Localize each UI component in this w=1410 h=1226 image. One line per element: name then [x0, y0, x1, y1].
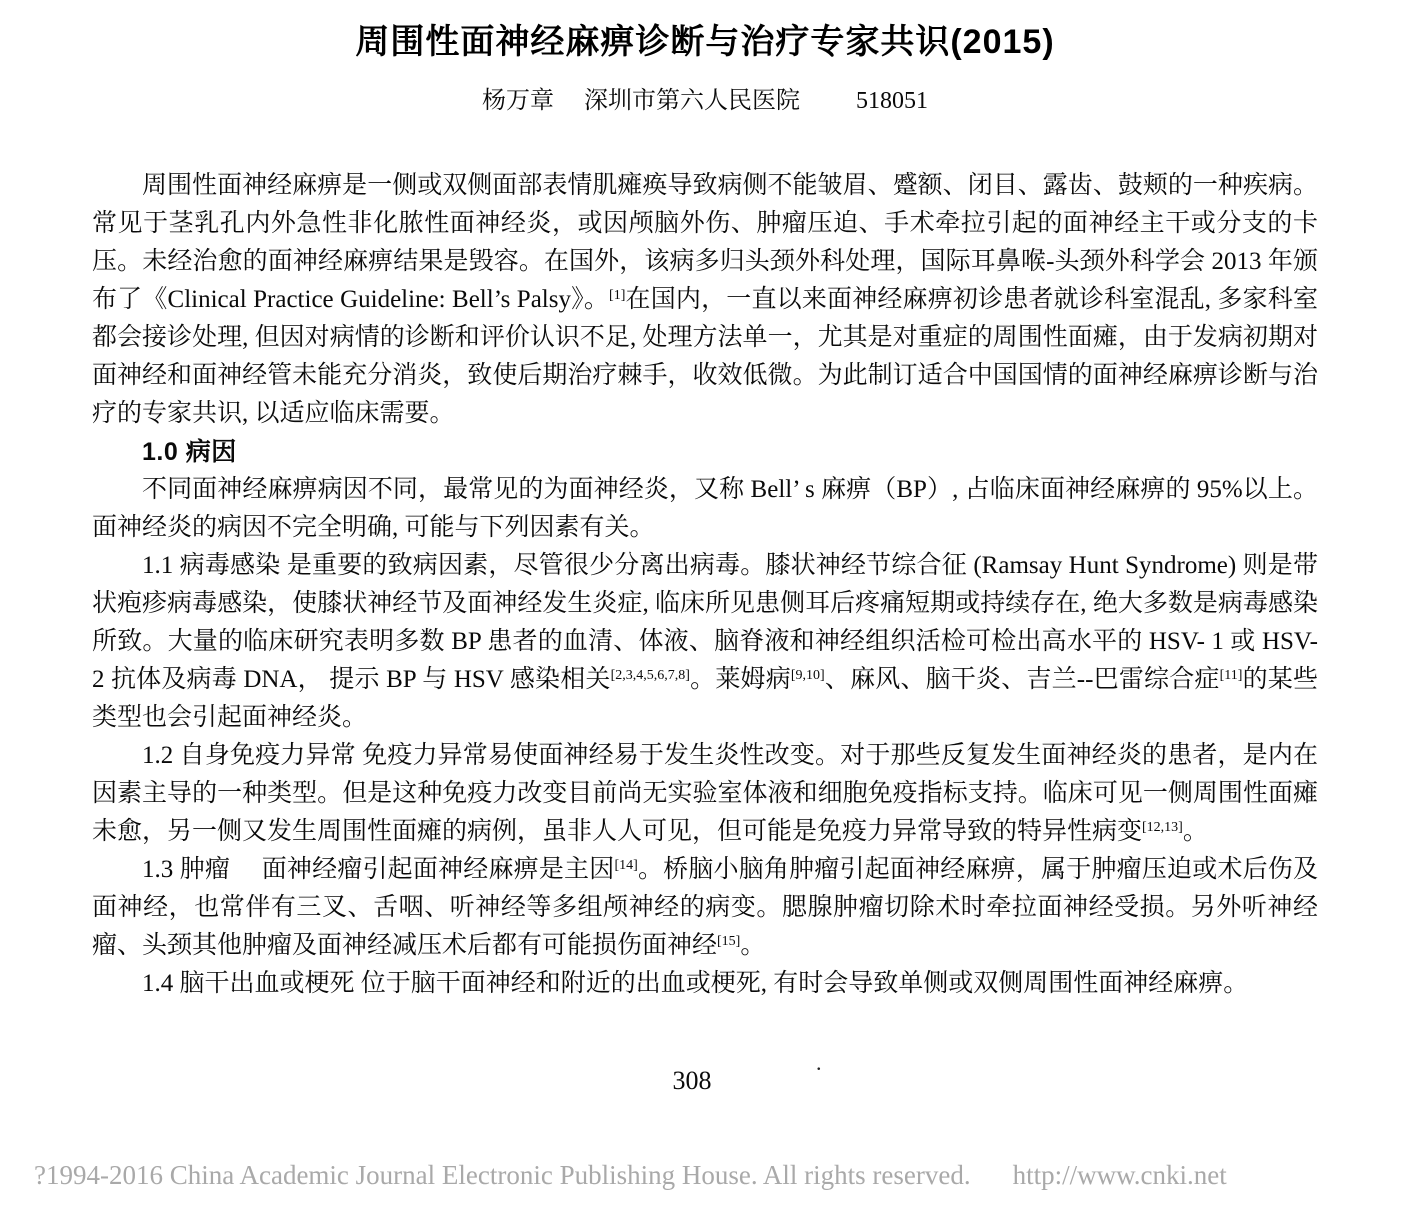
citation-reference: [12,13] — [1142, 820, 1183, 836]
copyright-text: ?1994-2016 China Academic Journal Electronic Publishing House. All rights reserved. — [34, 1160, 971, 1190]
citation-reference: [14] — [614, 858, 638, 874]
document-page — [0, 20, 1410, 1226]
citation-reference: [2,3,4,5,6,7,8] — [610, 668, 690, 684]
section-1-4-brainstem-paragraph: 1.4 脑干出血或梗死 位于脑干面神经和附近的出血或梗死, 有时会导致单侧或双侧周围性面神经麻痹。 — [142, 970, 1249, 997]
citation-reference: [11] — [1219, 668, 1243, 684]
cnki-url: http://www.cnki.net — [1012, 1160, 1227, 1190]
postal-code: 518051 — [856, 88, 928, 114]
section-1-1-viral-infection-paragraph: 1.1 病毒感染 是重要的致病因素，尽管很少分离出病毒。膝状神经节综合征 (Ramsay Hunt Syndrome) 则是带状疱疹病毒感染，使膝状神经节及面神经发生炎症, 临床所见患侧耳后疼痛短期或持续存在, 绝大多数是病毒感染所致。大量的临床研究表明多数 BP 患者的血清、体液、脑脊液和神经组织活检可检出高水平的 HSV- 1 或 HSV- 2 抗体及病毒 DNA， 提示 BP 与 HSV 感染相关[2,3,4,5,6,7,8]。莱姆病[9,10]、麻风、脑干炎、吉兰--巴雷综合症[11]的某些类型也会引起面神经炎。 — [92, 552, 1318, 731]
citation-reference: [1] — [609, 288, 626, 304]
page-title: 周围性面神经麻痹诊断与治疗专家共识(2015) — [355, 23, 1055, 61]
section-heading-etiology: 1.0 病因 — [142, 438, 237, 466]
scan-artifact-dot: . — [816, 1050, 822, 1075]
copyright-footer — [34, 1160, 1394, 1191]
section-1-2-autoimmunity-paragraph: 1.2 自身免疫力异常 免疫力异常易使面神经易于发生炎性改变。对于那些反复发生面神经炎的患者，是内在因素主导的一种类型。但是这种免疫力改变目前尚无实验室体液和细胞免疫指标支持。临床可见一侧周围性面瘫未愈，另一侧又发生周围性面瘫的病例，虽非人人可见，但可能是免疫力异常导致的特异性病变[12,13]。 — [92, 742, 1318, 845]
byline — [0, 86, 1410, 116]
document-body — [92, 167, 1318, 1003]
citation-reference: [9,10] — [790, 668, 825, 684]
affiliation: 深圳市第六人民医院 — [584, 88, 800, 114]
etiology-intro-paragraph: 不同面神经麻痹病因不同，最常见的为面神经炎，又称 Bell’ s 麻痹（BP）, 占临床面神经麻痹的 95%以上。面神经炎的病因不完全明确, 可能与下列因素有关。 — [92, 476, 1318, 541]
author-name: 杨万章 — [482, 88, 554, 114]
intro-paragraph: 周围性面神经麻痹是一侧或双侧面部表情肌瘫痪导致病侧不能皱眉、蹙额、闭目、露齿、鼓颊的一种疾病。常见于茎乳孔内外急性非化脓性面神经炎，或因颅脑外伤、肿瘤压迫、手术牵拉引起的面神经主干或分支的卡压。未经治愈的面神经麻痹结果是毁容。在国外，该病多归头颈外科处理，国际耳鼻喉-头颈外科学会 2013 年颁布了《Clinical Practice Guideline: Bell’s Palsy》。[1]在国内，一直以来面神经麻痹初诊患者就诊科室混乱, 多家科室都会接诊处理, 但因对病情的诊断和评价认识不足, 处理方法单一，尤其是对重症的周围性面瘫，由于发病初期对面神经和面神经管未能充分消炎，致使后期治疗棘手，收效低微。为此制订适合中国国情的面神经麻痹诊断与治疗的专家共识, 以适应临床需要。 — [92, 172, 1318, 427]
page-number: 308 — [672, 1066, 712, 1095]
section-1-3-tumor-paragraph: 1.3 肿瘤 面神经瘤引起面神经麻痹是主因[14]。桥脑小脑角肿瘤引起面神经麻痹，属于肿瘤压迫或术后伤及面神经，也常伴有三叉、舌咽、听神经等多组颅神经的病变。腮腺肿瘤切除术时牵拉面神经受损。另外听神经瘤、头颈其他肿瘤及面神经减压术后都有可能损伤面神经[15]。 — [92, 856, 1318, 959]
citation-reference: [15] — [717, 934, 741, 950]
